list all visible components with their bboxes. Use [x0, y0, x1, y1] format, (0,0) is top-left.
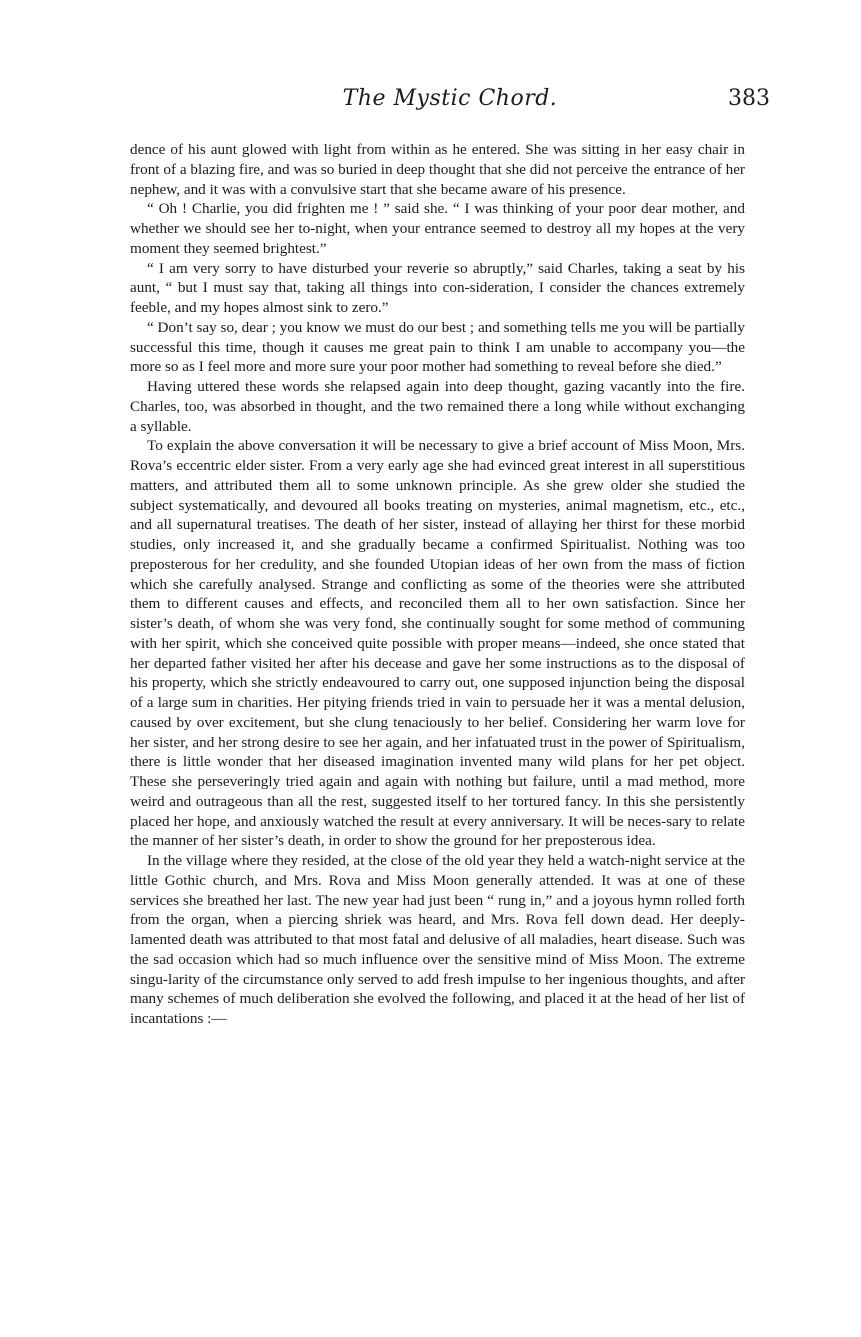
paragraph-5: Having uttered these words she relapsed again into deep thought, gazing vacantly into the fire. Charles, too, was absorbed in thought, and the two remained there a long while without exchanging a syllable.	[130, 378, 745, 435]
paragraph-2: “ Oh ! Charlie, you did frighten me ! ” said she. “ I was thinking of your poor dear mother, and whether we should see her to-night, when your entrance seemed to destroy all my hopes at the very moment they seemed brightest.”	[130, 200, 745, 257]
body-text	[130, 140, 745, 1029]
paragraph-7: In the village where they resided, at the close of the old year they held a watch-night service at the little Gothic church, and Mrs. Rova and Miss Moon generally attended. It was at one of these services she breathed her last. The new year had just been “ rung in,” and a joyous hymn rolled forth from the organ, when a piercing shriek was heard, and Mrs. Rova fell down dead. Her deeply-lamented death was attributed to that most fatal and delusive of all maladies, heart disease. Such was the sad occasion which had so much influence over the sensitive mind of Miss Moon. The extreme singu-larity of the circumstance only served to add fresh impulse to her ingenious thoughts, and after many schemes of much deliberation she evolved the following, and placed it at the head of her list of incantations :—	[130, 852, 745, 1027]
paragraph-3: “ I am very sorry to have disturbed your reverie so abruptly,” said Charles, taking a seat by his aunt, “ but I must say that, taking all things into con-sideration, I consider the chances extremely feeble, and my hopes almost sink to zero.”	[130, 259, 745, 316]
paragraph-1: dence of his aunt glowed with light from within as he entered. She was sitting in her easy chair in front of a blazing fire, and was so buried in deep thought that she did not perceive the entrance of her nephew, and it was with a convulsive start that she became aware of his presence.	[130, 141, 745, 198]
paragraph-4: “ Don’t say so, dear ; you know we must do our best ; and something tells me you will be partially successful this time, though it causes me great pain to think I am unable to accompany you—the more so as I feel more and more sure your poor mother had something to reveal before she died.”	[130, 318, 745, 376]
running-head	[130, 86, 770, 120]
running-title: The Mystic Chord.	[342, 86, 558, 111]
paragraph-6: To explain the above conversation it will be necessary to give a brief account of Miss Moon, Mrs. Rova’s eccentric elder sister. From a very early age she had evinced great interest in all superstitious matters, and attributed them all to some unknown principle. As she grew older she studied the subject systematically, and devoured all books treating on mysteries, animal magnetism, etc., etc., and all supernatural treatises. The death of her sister, instead of allaying her thirst for these morbid studies, only increased it, and she gradually became a confirmed Spiritualist. Nothing was too preposterous for her credulity, and she founded Utopian ideas of her own from the mass of fiction which she carefully analysed. Strange and conflicting as some of the theories were she attributed them to different causes and effects, and reconciled them all to her own satisfaction. Since her sister’s death, of whom she was very fond, she continually sought for some method of communing with her spirit, which she conceived quite possible with proper means—indeed, she once stated that her departed father visited her after his decease and gave her some instructions as to the disposal of his property, which she strictly endeavoured to carry out, one supposed injunction being the disposal of a large sum in charities. Her pitying friends tried in vain to persuade her it was a mental delusion, caused by over excitement, but she clung tenaciously to her belief. Considering her warm love for her sister, and her strong desire to see her again, and her infatuated trust in the power of Spiritualism, there is little wonder that her diseased imagination invented many wild plans for her pet object. These she perseveringly tried again and again with nothing but failure, until a mad method, more weird and outrageous than all the rest, suggested itself to her tortured fancy. In this she persistently placed her hope, and anxiously watched the result at every anniversary. It will be neces-sary to relate the manner of her sister’s death, in order to show the ground for her preposterous idea.	[130, 437, 745, 850]
page-number: 383	[728, 86, 770, 111]
